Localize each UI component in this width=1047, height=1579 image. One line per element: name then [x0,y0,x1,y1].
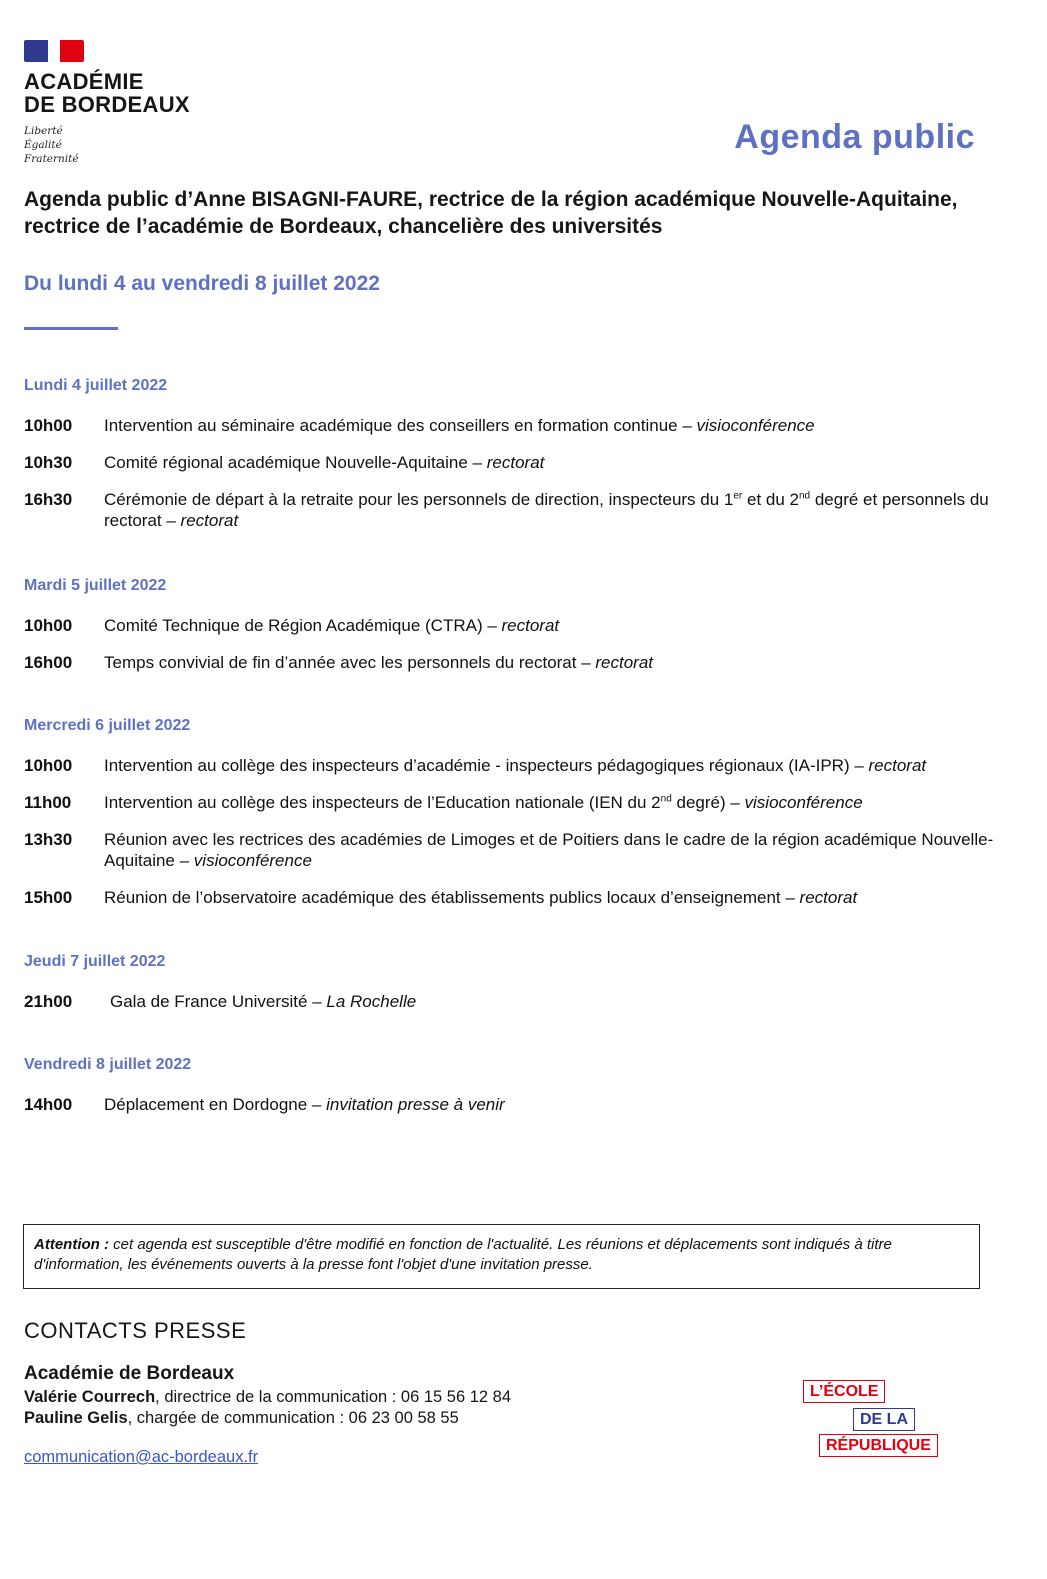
entry-time: 10h00 [24,416,73,435]
agenda-entry [24,1094,1014,1115]
ecole-republique-logo: L’ÉCOLE DE LA RÉPUBLIQUE [803,1380,963,1460]
day-title: Mardi 5 juillet 2022 [24,577,167,594]
entry-place: visioconférence [193,851,312,870]
entry-description: Réunion de l’observatoire académique des établissements publics locaux d’enseignement – rectorat [104,888,858,907]
entry-time: 10h30 [24,453,73,472]
day-section [24,577,1014,689]
entry-description: Intervention au séminaire académique des conseillers en formation continue – visioconférence [104,416,815,435]
entry-description: Cérémonie de départ à la retraite pour les personnels de direction, inspecteurs du 1er et du 2nd degré et personnels du rectorat – rectorat [104,490,989,530]
entry-time: 10h00 [24,756,73,775]
motto: Liberté Égalité Fraternité [24,125,79,165]
accent-divider [24,327,118,330]
entry-description: Comité régional académique Nouvelle-Aquitaine – rectorat [104,453,545,472]
day-section [24,377,1014,547]
entry-place: invitation presse à venir [326,1095,505,1114]
entry-time: 10h00 [24,616,73,635]
entry-place: rectorat [486,453,545,472]
entry-description: Intervention au collège des inspecteurs de l’Education nationale (IEN du 2nd degré) – visioconférence [104,793,863,812]
entry-description: Gala de France Université – La Rochelle [110,992,417,1011]
doc-label: Agenda public [734,118,975,156]
entry-time: 11h00 [24,793,72,812]
agenda-entry [24,887,1014,908]
logo-title: ACADÉMIE DE BORDEAUX [24,69,190,117]
contacts-org: Académie de Bordeaux [24,1363,235,1384]
agenda-entry [24,652,1014,673]
entry-description: Temps convivial de fin d’année avec les personnels du rectorat – rectorat [104,653,654,672]
entry-time: 13h30 [24,830,73,849]
entry-place: visioconférence [696,416,815,435]
entry-place: rectorat [799,888,858,907]
academie-logo [24,40,224,166]
day-section [24,717,1014,924]
entry-description: Déplacement en Dordogne – invitation presse à venir [104,1095,505,1114]
contacts-title: CONTACTS PRESSE [24,1318,247,1343]
period-subtitle: Du lundi 4 au vendredi 8 juillet 2022 [24,272,380,295]
entry-place: rectorat [868,756,927,775]
notice-label: Attention : [34,1236,109,1253]
entry-description: Réunion avec les rectrices des académies de Limoges et de Poitiers dans le cadre de la région académique Nouvelle-Aquitaine – visioconférence [104,830,994,870]
french-flag-icon [24,40,84,62]
entry-place: rectorat [180,511,239,530]
notice-text: cet agenda est susceptible d'être modifié en fonction de l'actualité. Les réunions et déplacements sont indiqués à titre d'information, les événements ouverts à la presse font l'objet d'une invitation presse. [34,1236,892,1273]
contact-person: Valérie Courrech, directrice de la communication : 06 15 56 12 84 [24,1388,512,1406]
agenda-entry [24,755,1014,776]
day-title: Mercredi 6 juillet 2022 [24,717,191,734]
day-section [24,1056,1014,1131]
agenda-entry [24,452,1014,473]
entry-place: La Rochelle [326,992,417,1011]
notice-box [23,1224,980,1289]
entry-time: 14h00 [24,1095,73,1114]
entry-time: 15h00 [24,888,73,907]
entry-time: 16h00 [24,653,73,672]
agenda-entry [24,415,1014,436]
entry-time: 21h00 [24,992,73,1011]
contact-email-link[interactable]: communication@ac-bordeaux.fr [24,1448,259,1466]
entry-description: Comité Technique de Région Académique (CTRA) – rectorat [104,616,560,635]
agenda-entry [24,792,1014,813]
entry-time: 16h30 [24,490,73,509]
day-section [24,953,1014,1028]
agenda-entry [24,615,1014,636]
entry-description: Intervention au collège des inspecteurs d’académie - inspecteurs pédagogiques régionaux (IA-IPR) – rectorat [104,756,927,775]
day-title: Lundi 4 juillet 2022 [24,377,168,394]
day-title: Vendredi 8 juillet 2022 [24,1056,192,1073]
agenda-entry [24,489,1014,531]
contact-person: Pauline Gelis, chargée de communication : 06 23 00 58 55 [24,1409,459,1427]
entry-place: visioconférence [744,793,863,812]
entry-place: rectorat [501,616,560,635]
day-title: Jeudi 7 juillet 2022 [24,953,166,970]
agenda-entry [24,829,1014,871]
agenda-entry [24,991,1014,1012]
page-title: Agenda public d’Anne BISAGNI-FAURE, rectrice de la région académique Nouvelle-Aquitaine, rectrice de l’académie de Bordeaux, chancelière des universités [24,188,958,238]
entry-place: rectorat [595,653,654,672]
